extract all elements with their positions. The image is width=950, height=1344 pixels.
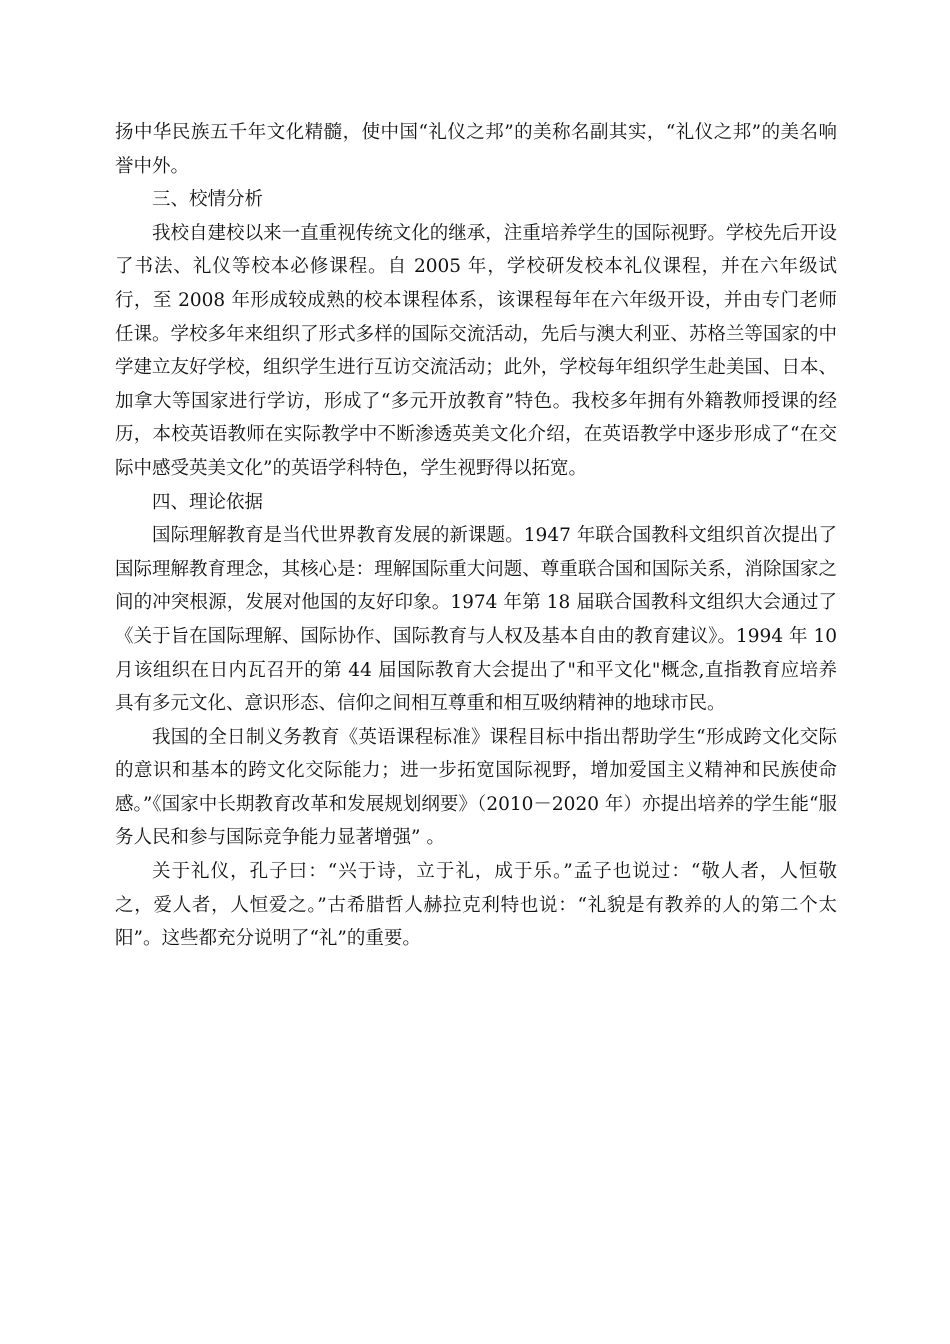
section-heading-theory-basis: 四、理论依据	[152, 491, 264, 513]
paragraph-international-understanding: 国际理解教育是当代世界教育发展的新课题。1947 年联合国教科文组织首次提出了国际理解教育理念，其核心是：理解国际重大问题、尊重联合国和国际关系，消除国家之间的冲突根源，发展对他国的友好印象。1974 年第 18 届联合国教科文组织大会通过了《关于旨在国际理解、国际协作、国际教育与人权及基本自由的教育建议》。1994 年 10 月该组织在日内瓦召开的第 44 届国际教育大会提出了"和平文化"概念,直指教育应培养具有多元文化、意识形态、信仰之间相互尊重和相互吸纳精神的地球市民。	[115, 525, 837, 715]
section-heading-school-analysis: 三、校情分析	[152, 189, 264, 211]
paragraph-curriculum-standard: 我国的全日制义务教育《英语课程标准》课程目标中指出帮助学生“形成跨文化交际的意识和基本的跨文化交际能力；进一步拓宽国际视野，增加爱国主义精神和民族使命感。”《国家中长期教育改革和发展规划纲要》（2010－2020 年）亦提出培养的学生能“服务人民和参与国际竞争能力显著增强” 。	[115, 726, 837, 849]
paragraph-school-analysis: 我校自建校以来一直重视传统文化的继承，注重培养学生的国际视野。学校先后开设了书法、礼仪等校本必修课程。自 2005 年，学校研发校本礼仪课程，并在六年级试行，至 2008 年形成较成熟的校本课程体系，该课程每年在六年级开设，并由专门老师任课。学校多年来组织了形式多样的国际交流活动，先后与澳大利亚、苏格兰等国家的中学建立友好学校，组织学生进行互访交流活动；此外，学校每年组织学生赴美国、日本、加拿大等国家进行学访，形成了“多元开放教育”特色。我校多年拥有外籍教师授课的经历，本校英语教师在实际教学中不断渗透英美文化介绍，在英语教学中逐步形成了“在交际中感受英美文化”的英语学科特色，学生视野得以拓宽。	[115, 222, 837, 479]
document-body	[115, 116, 837, 956]
paragraph-etiquette-quotes: 关于礼仪，孔子曰：“兴于诗，立于礼，成于乐。”孟子也说过：“敬人者，人恒敬之，爱人者，人恒爱之。”古希腊哲人赫拉克利特也说：“礼貌是有教养的人的第二个太阳”。这些都充分说明了“礼”的重要。	[115, 861, 837, 950]
paragraph-continuation: 扬中华民族五千年文化精髓，使中国“礼仪之邦”的美称名副其实，“礼仪之邦”的美名响誉中外。	[115, 122, 837, 177]
